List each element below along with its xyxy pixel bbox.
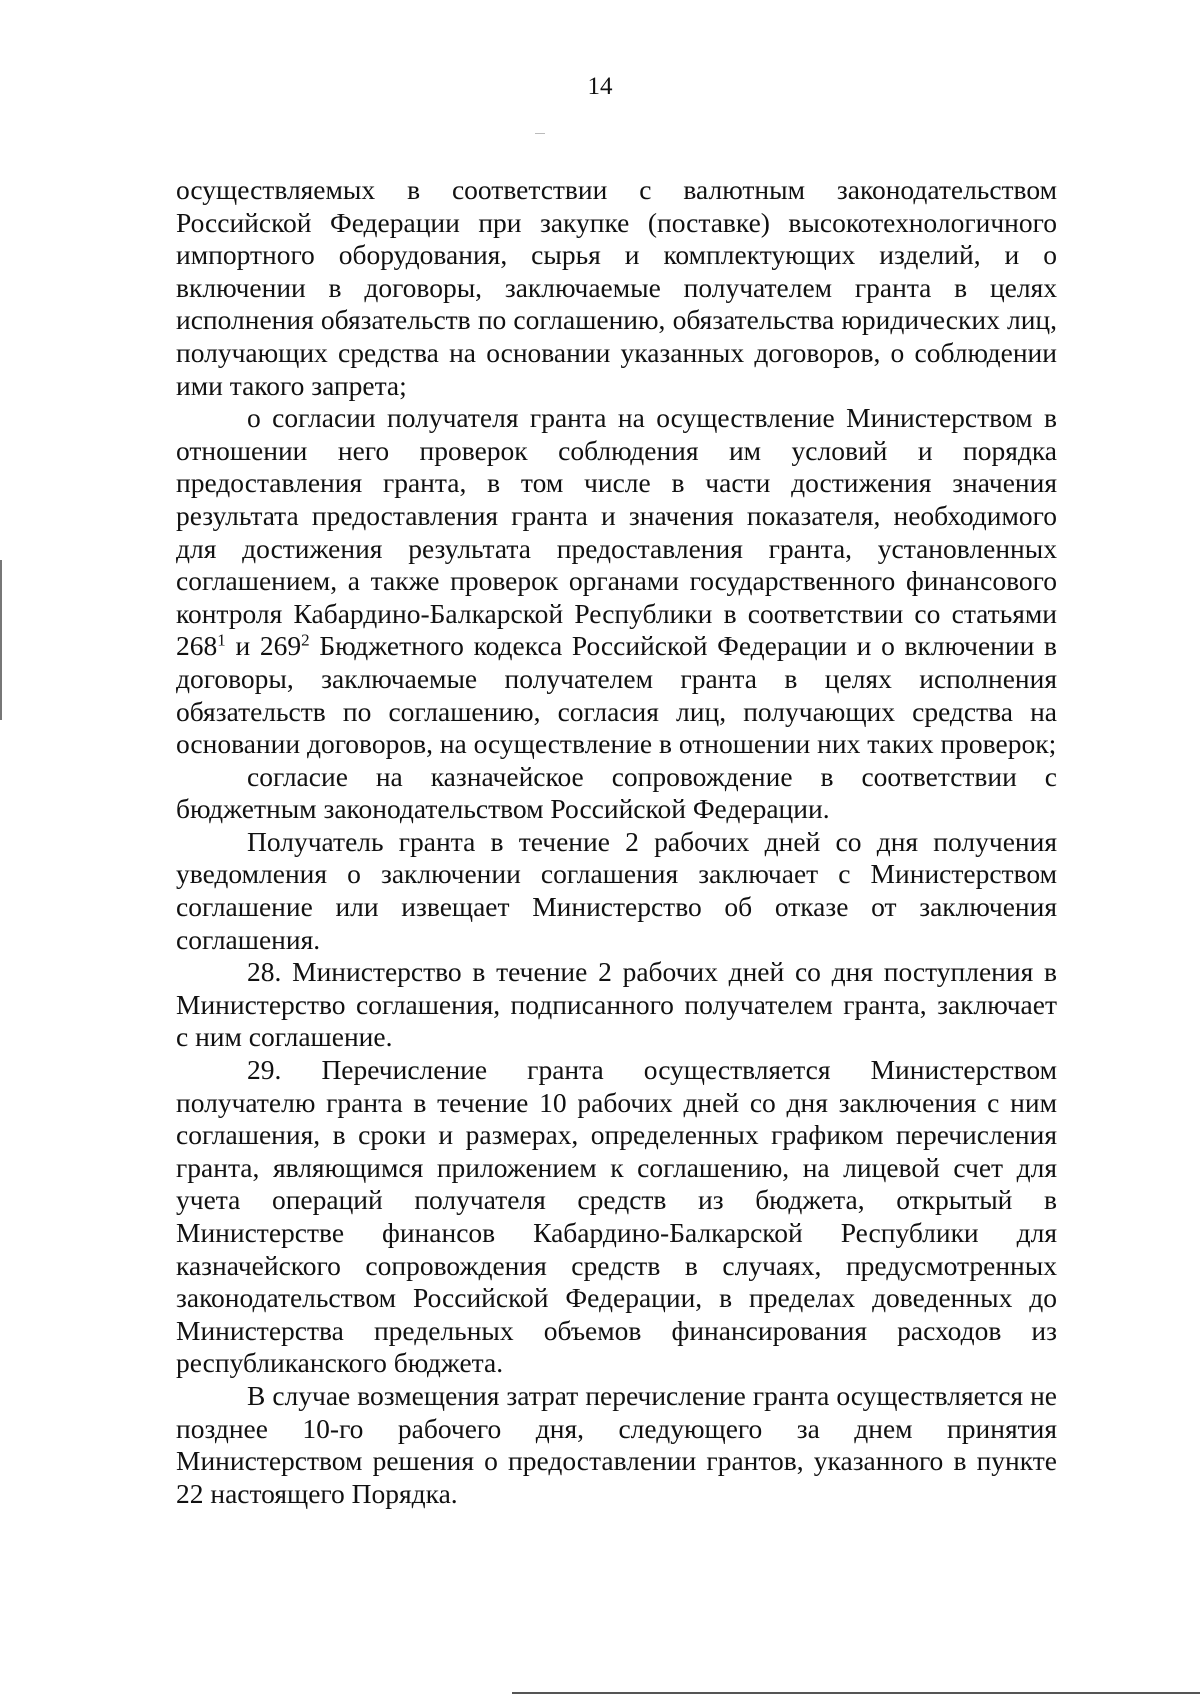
superscript: 2 bbox=[301, 630, 310, 650]
scan-mark bbox=[535, 133, 545, 134]
paragraph-continuation: осуществляемых в соответствии с валютным законодательством Российской Федерации при закупке (поставке) высокотехнологичного импортного оборудования, сырья и комплектующих изделий, и о включении в договоры, заключаемые получателем гранта в целях исполнения обязательств по соглашению, обязательства юридических лиц, получающих средства на основании указанных договоров, о соблюдении ими такого запрета; bbox=[176, 174, 1057, 401]
scan-edge-bottom bbox=[512, 1692, 1200, 1694]
paragraph-cost-reimbursement: В случае возмещения затрат перечисление гранта осуществляется не позднее 10-го рабочего дня, следующего за днем принятия Министерством решения о предоставлении грантов, указанного в пункте 22 настоящего Порядка. bbox=[176, 1379, 1057, 1509]
scan-edge-left bbox=[0, 560, 2, 720]
paragraph-consent-inspections bbox=[176, 402, 1057, 761]
paragraph-recipient-agreement: Получатель гранта в течение 2 рабочих дней со дня получения уведомления о заключении соглашения заключает с Министерством соглашение или извещает Министерство об отказе от заключения соглашения. bbox=[176, 825, 1057, 955]
paragraph-item-28: 28. Министерство в течение 2 рабочих дней со дня поступления в Министерство соглашения, подписанного получателем гранта, заключает с ним соглашение. bbox=[176, 956, 1057, 1053]
paragraph-text: о согласии получателя гранта на осуществление Министерством в отношении него проверок соблюдения им условий и порядка предоставления гранта, в том числе в части достижения значения результата предоставления гранта и значения показателя, необходимого для достижения результата предоставления гранта, установленных соглашением, а также проверок органами государственного финансового контроля Кабардино-Балкарской Республики в соответствии со статьями 268 bbox=[176, 402, 1057, 662]
document-body bbox=[176, 174, 1057, 1510]
page-number: 14 bbox=[587, 73, 613, 100]
paragraph-item-29: 29. Перечисление гранта осуществляется Министерством получателю гранта в течение 10 рабочих дней со дня заключения с ним соглашения, в сроки и размерах, определенных графиком перечисления гранта, являющимся приложением к соглашению, на лицевой счет для учета операций получателя средств из бюджета, открытый в Министерстве финансов Кабардино-Балкарской Республики для казначейского сопровождения средств в случаях, предусмотренных законодательством Российской Федерации, в пределах доведенных до Министерства предельных объемов финансирования расходов из республиканского бюджета. bbox=[176, 1054, 1057, 1379]
paragraph-text: Бюджетного кодекса Российской Федерации и о включении в договоры, заключаемые получателем гранта в целях исполнения обязательств по соглашению, согласия лиц, получающих средства на основании договоров, на осуществление в отношении них таких проверок; bbox=[176, 630, 1057, 760]
superscript: 1 bbox=[217, 630, 226, 650]
paragraph-treasury-support: согласие на казначейское сопровождение в соответствии с бюджетным законодательством Российской Федерации. bbox=[176, 760, 1057, 825]
paragraph-text: и 269 bbox=[225, 630, 302, 662]
